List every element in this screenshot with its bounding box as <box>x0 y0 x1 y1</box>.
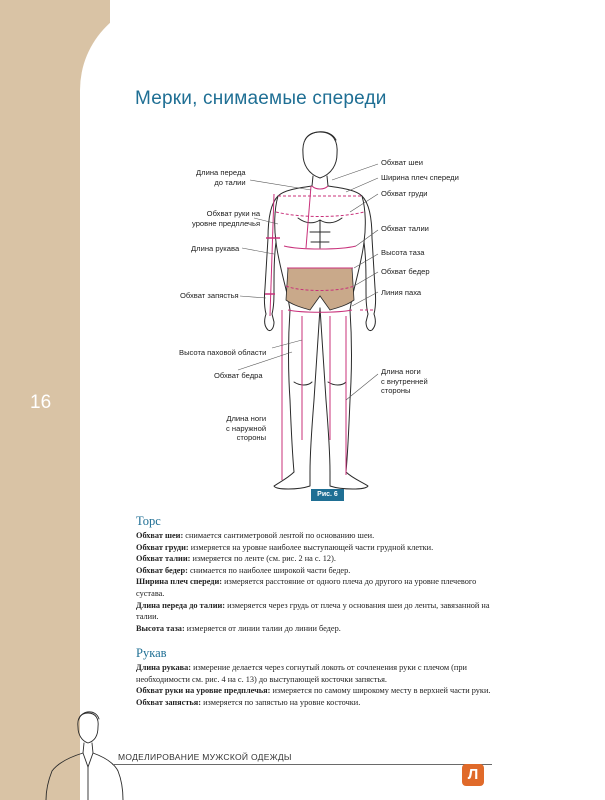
definition-text: измерение делается через согнутый локоть от сочленения руки с плечом (при необходимости см. рис. 4 на с. 13) до выступающей косточки запястья. <box>136 663 467 684</box>
label-dlina-nogi-naruzh <box>226 414 266 443</box>
footer-book-title: МОДЕЛИРОВАНИЕ МУЖСКОЙ ОДЕЖДЫ <box>118 752 292 762</box>
definition-term: Высота таза: <box>136 623 185 633</box>
label-dlina-rukava: Длина рукава <box>191 244 240 253</box>
definition-term: Длина переда до талии: <box>136 600 226 610</box>
label-line: стороны <box>236 433 267 442</box>
label-obhvat-grudi: Обхват груди <box>381 189 428 198</box>
publisher-logo-icon: Л <box>462 764 484 786</box>
label-obhvat-shei: Обхват шеи <box>381 158 423 167</box>
label-line: Длина переда <box>196 168 246 177</box>
label-line: Длина ноги <box>226 414 267 423</box>
definition-item <box>136 565 498 577</box>
label-shirina-plech: Ширина плеч спереди <box>381 173 459 182</box>
label-line: стороны <box>381 386 411 395</box>
torso-text <box>136 530 498 634</box>
section-title-sleeve: Рукав <box>136 646 167 660</box>
definition-text: измеряется расстояние от одного плеча до другого на уровне плечевого сустава. <box>136 577 477 598</box>
definition-text: измеряется через грудь от плеча у основания шеи до ленты, завязанной на талии. <box>136 600 490 622</box>
label-line: уровне предплечья <box>192 218 261 228</box>
sleeve-text <box>136 662 498 708</box>
definition-text: снимается сантиметровой лентой по основанию шеи. <box>183 531 375 540</box>
figure-badge: Рис. 6 <box>311 489 344 501</box>
label-line: до талии <box>214 177 246 187</box>
label-dlina-pereda <box>196 168 246 187</box>
definition-term: Длина рукава: <box>136 663 191 672</box>
section-title-torso: Торс <box>136 514 161 528</box>
definition-term: Обхват бедер: <box>136 565 188 575</box>
definition-item <box>136 600 498 623</box>
definition-term: Обхват груди: <box>136 542 189 552</box>
definition-item <box>136 697 498 709</box>
page-number: 16 <box>30 392 52 413</box>
label-line: Обхват руки на <box>206 209 261 218</box>
label-line: Длина ноги <box>381 367 421 376</box>
label-line: с наружной <box>226 423 267 433</box>
label-vysota-pah: Высота паховой области <box>179 348 267 357</box>
definition-term: Обхват талии: <box>136 554 191 564</box>
definition-item <box>136 662 498 685</box>
label-dlina-nogi-vnutr <box>381 367 428 396</box>
definition-term: Обхват шеи: <box>136 531 184 540</box>
page-title: Мерки, снимаемые спереди <box>135 88 387 109</box>
definition-text: измеряется по самому широкому месту в верхней части руки. <box>270 686 491 696</box>
definition-item <box>136 542 498 554</box>
definition-item <box>136 530 498 542</box>
definition-text: измеряется от линии талии до линии бедер. <box>184 623 341 633</box>
footer-divider <box>112 764 492 765</box>
definition-text: измеряется по запястью на уровне косточки. <box>201 697 361 707</box>
label-line: с внутренней <box>381 376 428 386</box>
footer-figure-sketch <box>40 705 125 800</box>
definition-item <box>136 576 498 599</box>
definition-item <box>136 553 498 565</box>
label-obhvat-zapastya: Обхват запястья <box>180 291 239 300</box>
label-vysota-taza: Высота таза <box>381 248 425 257</box>
label-obhvat-ruki <box>192 209 260 228</box>
label-liniya-paha: Линия паха <box>381 288 422 297</box>
definition-term: Обхват руки на уровне предплечья: <box>136 686 271 696</box>
label-obhvat-talii: Обхват талии <box>381 224 429 233</box>
label-obhvat-beder: Обхват бедер <box>381 267 430 276</box>
definition-text: снимается по наиболее широкой части бедер. <box>187 565 351 575</box>
label-obhvat-bedra: Обхват бедра <box>214 371 263 380</box>
definition-term: Обхват запястья: <box>136 697 202 707</box>
definition-item <box>136 623 498 635</box>
definition-term: Ширина плеч спереди: <box>136 577 223 587</box>
definition-text: измеряется на уровне наиболее выступающей части грудной клетки. <box>188 542 434 552</box>
definition-text: измеряется по ленте (см. рис. 2 на с. 12). <box>190 554 336 564</box>
definition-item <box>136 685 498 697</box>
